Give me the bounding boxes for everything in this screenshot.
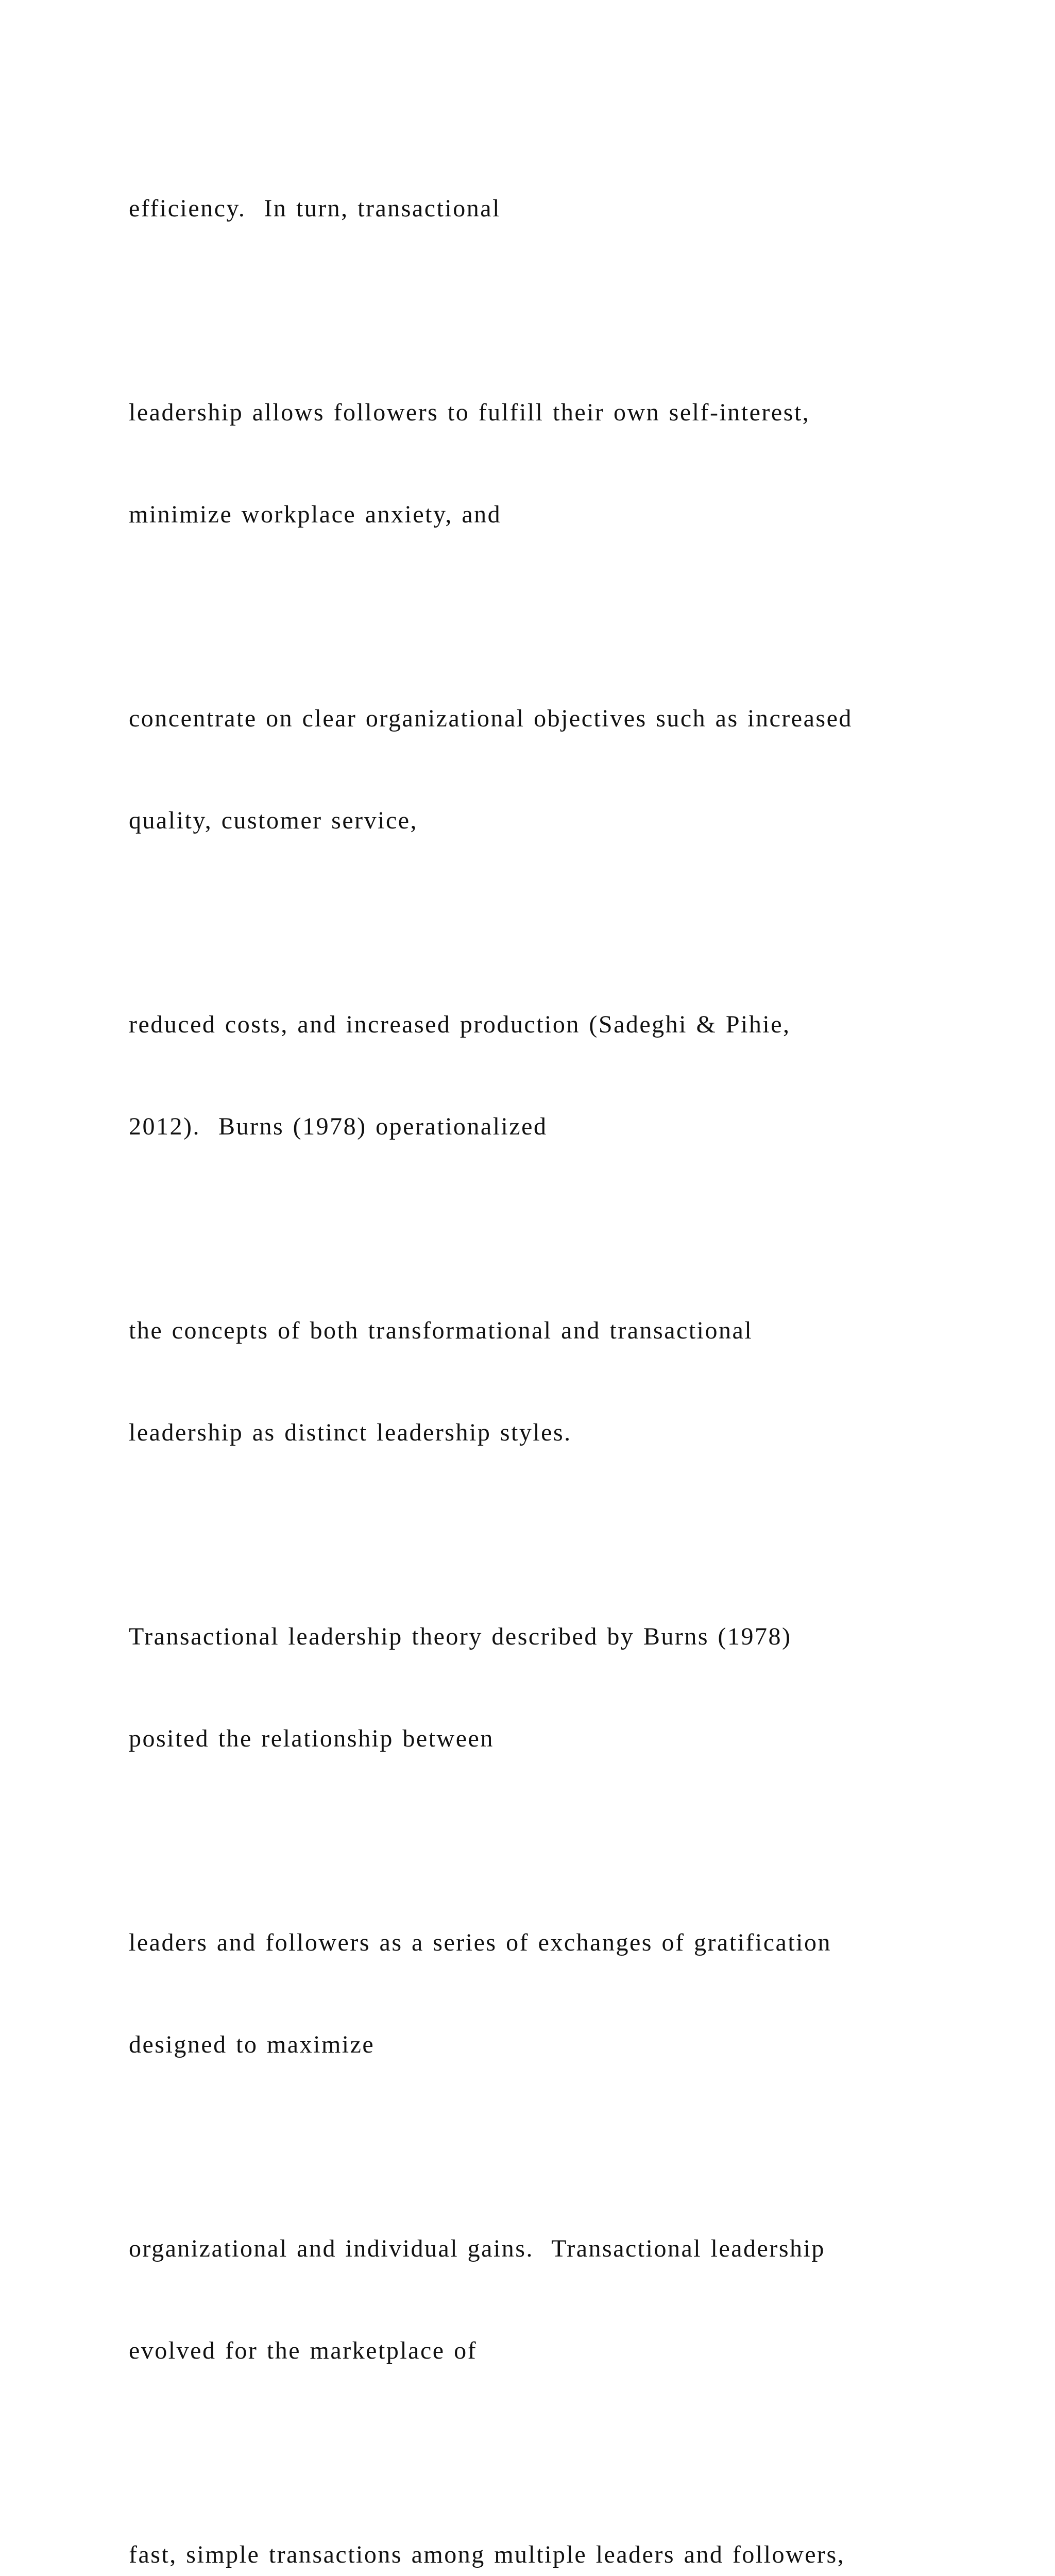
text-line: the concepts of both transformational and transactional — [129, 1317, 753, 1344]
paragraph-1 — [129, 124, 1005, 294]
paragraph-9 — [129, 2470, 1005, 2576]
text-line: 2012). Burns (1978) operationalized — [129, 1113, 548, 1140]
text-line: leaders and followers as a series of exchanges of gratification — [129, 1929, 832, 1956]
paragraph-6 — [129, 1552, 1005, 1824]
text-line: Transactional leadership theory described by Burns (1978) — [129, 1623, 792, 1650]
paragraph-3 — [129, 634, 1005, 906]
text-line: posited the relationship between — [129, 1725, 494, 1752]
text-line: fast, simple transactions among multiple leaders and followers, — [129, 2541, 845, 2568]
text-line: minimize workplace anxiety, and — [129, 501, 502, 528]
text-line: quality, customer service, — [129, 807, 418, 834]
text-line: designed to maximize — [129, 2031, 375, 2058]
paragraph-5 — [129, 1246, 1005, 1518]
document-body — [129, 124, 1005, 2576]
text-line: reduced costs, and increased production (Sadeghi & Pihie, — [129, 1011, 791, 1038]
text-line: leadership allows followers to fulfill their own self-interest, — [129, 399, 810, 426]
text-line: organizational and individual gains. Transactional leadership — [129, 2235, 825, 2262]
text-line: evolved for the marketplace of — [129, 2337, 478, 2364]
paragraph-8 — [129, 2164, 1005, 2436]
paragraph-4 — [129, 940, 1005, 1212]
text-line: efficiency. In turn, transactional — [129, 195, 501, 222]
paragraph-2 — [129, 328, 1005, 600]
text-line: leadership as distinct leadership styles. — [129, 1419, 572, 1446]
text-line: concentrate on clear organizational objectives such as increased — [129, 705, 853, 732]
paragraph-7 — [129, 1858, 1005, 2130]
